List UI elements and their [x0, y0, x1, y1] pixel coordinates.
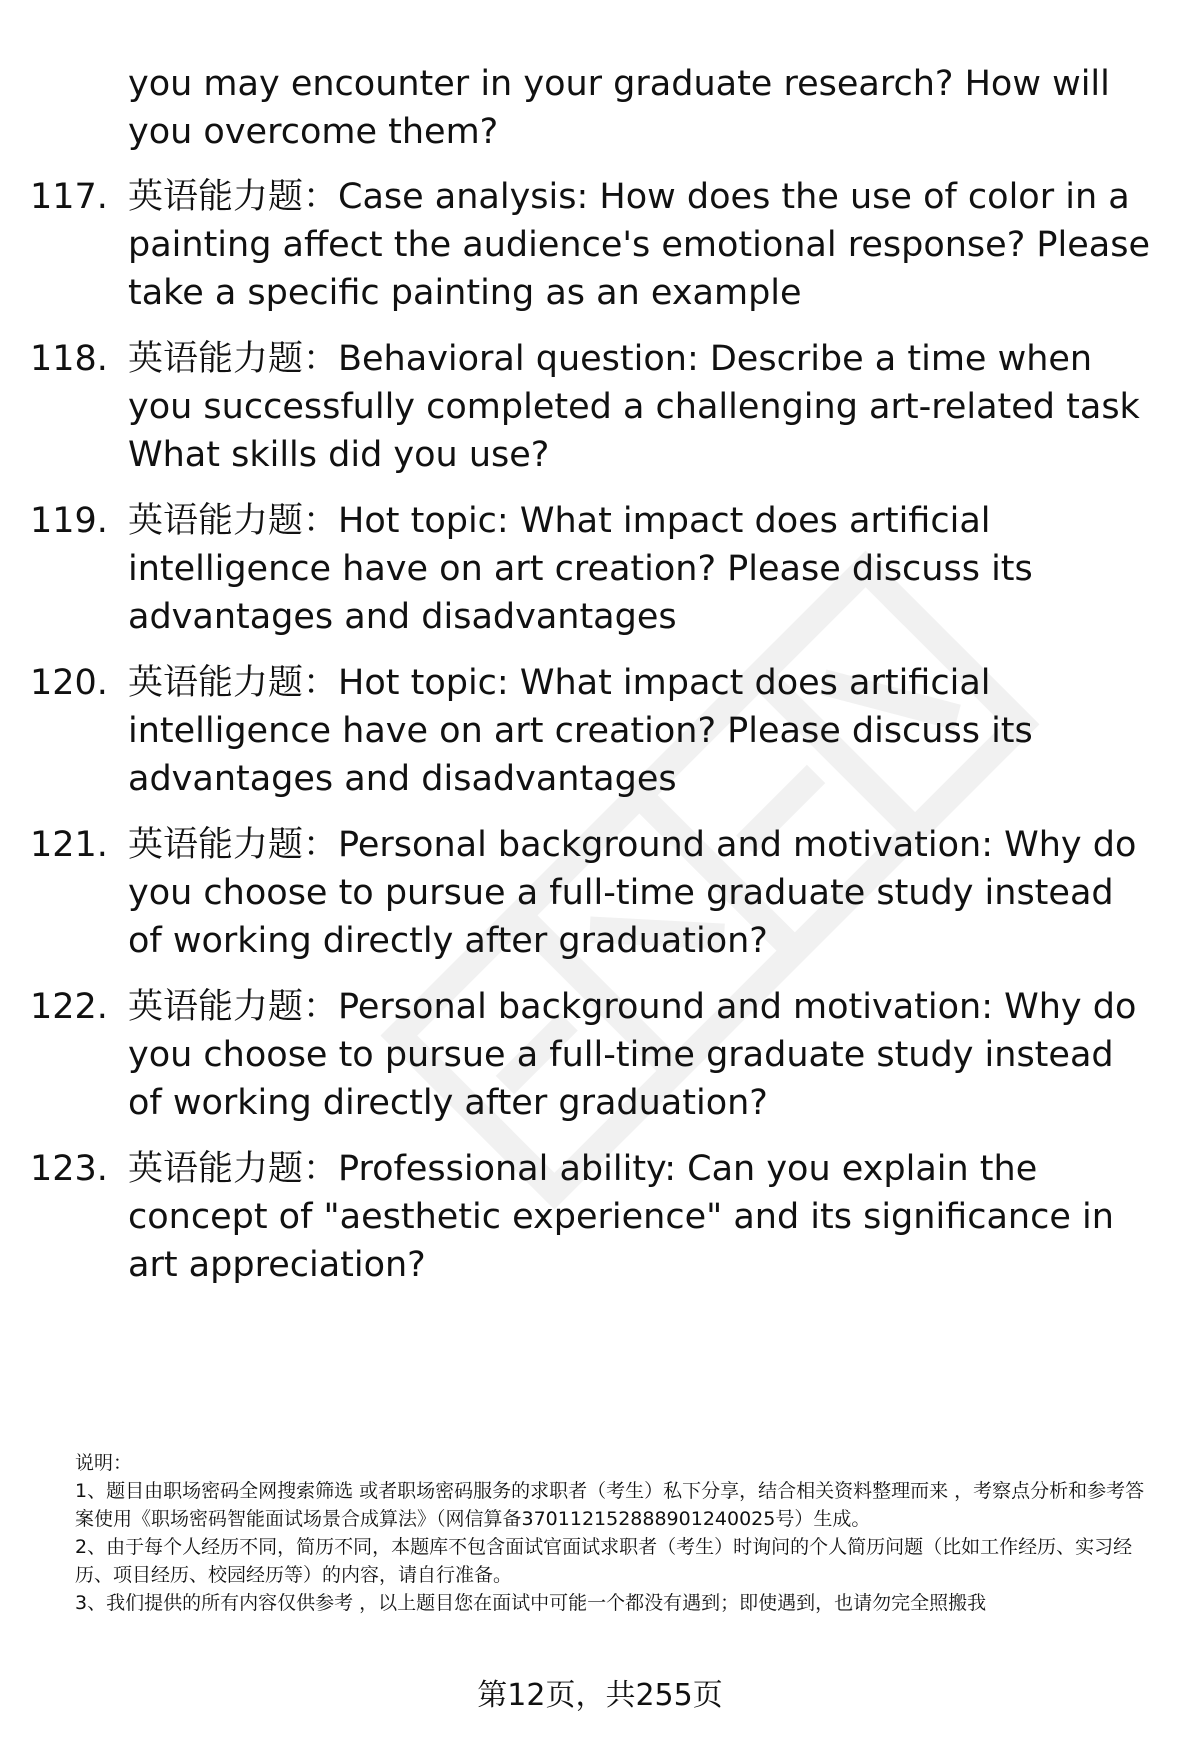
question-text: Hot topic: What impact does artificial intelligence have on art creation? Please discuss its advantages and disadvantages — [128, 663, 1033, 799]
question-category: 英语能力题： — [128, 663, 339, 703]
question-number: 120. — [30, 663, 108, 703]
question-text: Case analysis: How does the use of color in a painting affect the audience's emotional response? Please take a specific painting as an example — [128, 177, 1150, 313]
question-item — [30, 497, 1150, 641]
question-category: 英语能力题： — [128, 825, 339, 865]
question-category: 英语能力题： — [128, 987, 339, 1027]
question-text: Personal background and motivation: Why do you choose to pursue a full-time graduate study instead of working directly after graduation? — [128, 825, 1137, 961]
notes-item: 3、我们提供的所有内容仅供参考 ，以上题目您在面试中可能一个都没有遇到；即使遇到，也请勿完全照搬我 — [75, 1592, 987, 1614]
continuation-text: you may encounter in your graduate research? How will you overcome them? — [128, 64, 1110, 152]
question-number: 117. — [30, 177, 108, 217]
question-number: 122. — [30, 987, 108, 1027]
question-number: 121. — [30, 825, 108, 865]
question-item — [30, 335, 1150, 479]
question-item — [30, 1145, 1150, 1289]
question-number: 123. — [30, 1149, 108, 1189]
question-category: 英语能力题： — [128, 501, 339, 541]
notes-section — [75, 1449, 1155, 1617]
question-number: 119. — [30, 501, 108, 541]
question-item — [30, 659, 1150, 803]
question-item — [30, 173, 1150, 317]
notes-heading: 说明： — [75, 1452, 133, 1474]
notes-item: 1、题目由职场密码全网搜索筛选 或者职场密码服务的求职者（考生）私下分享，结合相关资料整理而来 ，考察点分析和参考答案使用《职场密码智能面试场景合成算法》（网信算备370112152888901240025号）生成。 — [75, 1480, 1145, 1530]
question-text: Personal background and motivation: Why do you choose to pursue a full-time graduate study instead of working directly after graduation? — [128, 987, 1137, 1123]
question-text: Professional ability: Can you explain the concept of "aesthetic experience" and its significance in art appreciation? — [128, 1149, 1114, 1285]
question-category: 英语能力题： — [128, 339, 339, 379]
question-text: Behavioral question: Describe a time when you successfully completed a challenging art-related task What skills did you use? — [128, 339, 1140, 475]
question-item — [30, 821, 1150, 965]
question-number: 118. — [30, 339, 108, 379]
page-footer: 第12页，共255页 — [477, 1678, 723, 1713]
question-category: 英语能力题： — [128, 1149, 339, 1189]
question-category: 英语能力题： — [128, 177, 339, 217]
question-text: Hot topic: What impact does artificial intelligence have on art creation? Please discuss its advantages and disadvantages — [128, 501, 1033, 637]
notes-item: 2、由于每个人经历不同，简历不同，本题库不包含面试官面试求职者（考生）时询问的个人简历问题（比如工作经历、实习经历、项目经历、校园经历等）的内容，请自行准备。 — [75, 1536, 1133, 1586]
question-item — [30, 983, 1150, 1127]
